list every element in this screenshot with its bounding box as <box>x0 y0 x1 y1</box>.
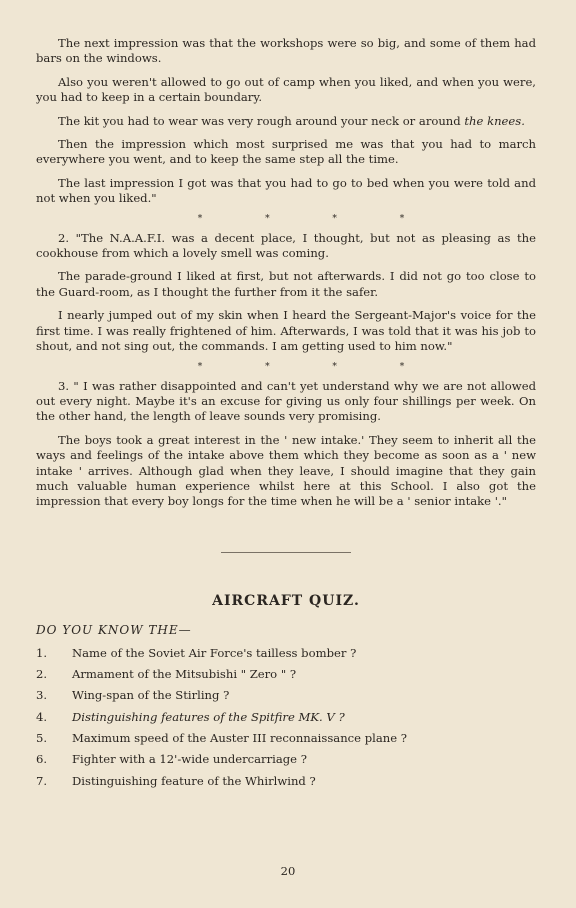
quiz-item-text: Armament of the Mitsubishi " Zero " ? <box>72 667 297 682</box>
paragraph-naafi: 2. "The N.A.A.F.I. was a decent place, I thought, but not as pleasing as the cookhouse from which a lovely smell was coming. <box>36 230 536 261</box>
quiz-item-number: 4. <box>36 709 48 724</box>
quiz-item <box>36 709 536 725</box>
section-divider-stars: * * * * <box>197 361 435 372</box>
quiz-item-text: Distinguishing features of the Spitfire MK. V ? <box>72 709 345 724</box>
quiz-item <box>36 773 536 789</box>
paragraph-parade-ground: The parade-ground I liked at first, but not afterwards. I did not go too close to the Guard-room, as I thought the further from it the safer. <box>36 269 536 299</box>
quiz-item <box>36 666 536 682</box>
quiz-item-text: Wing-span of the Stirling ? <box>72 688 230 703</box>
quiz-item-number: 3. <box>36 688 48 703</box>
quiz-item <box>36 687 536 703</box>
quiz-item-number: 1. <box>36 645 48 660</box>
paragraph-march: Then the impression which most surprised me was that you had to march everywhere you went, and to keep the same step all the time. <box>36 137 536 167</box>
quiz-item-number: 6. <box>36 752 48 767</box>
paragraph-disappointed: 3. " I was rather disappointed and can't yet understand why we are not allowed out every night. Maybe it's an excuse for giving us only four shillings per week. On the other hand, the length of leave sounds very promising. <box>36 378 536 424</box>
quiz-intro: DO YOU KNOW THE— <box>36 622 192 637</box>
quiz-list <box>36 645 536 789</box>
quiz-item-number: 7. <box>36 773 48 788</box>
quiz-title: AIRCRAFT QUIZ. <box>212 592 360 609</box>
quiz-item <box>36 730 536 746</box>
paragraph-kit-tail: the knees. <box>464 113 525 128</box>
paragraph-workshops: The next impression was that the workshops were so big, and some of them had bars on the windows. <box>36 36 536 66</box>
quiz-item-text: Name of the Soviet Air Force's tailless bomber ? <box>72 645 357 660</box>
quiz-item-number: 2. <box>36 667 48 682</box>
quiz-item-text: Fighter with a 12'-wide undercarriage ? <box>72 752 307 767</box>
quiz-item-text: Distinguishing feature of the Whirlwind ? <box>72 773 316 788</box>
page-number: 20 <box>280 864 296 878</box>
paragraph-bedtime: The last impression I got was that you had to go to bed when you were told and not when you liked." <box>36 175 536 206</box>
section-divider-stars: * * * * <box>197 213 435 224</box>
quiz-item-number: 5. <box>36 730 48 745</box>
quiz-item-text: Maximum speed of the Auster III reconnaissance plane ? <box>72 730 407 745</box>
horizontal-rule <box>221 552 351 553</box>
paragraph-kit-main: The kit you had to wear was very rough around your neck or around <box>58 113 461 128</box>
quiz-item <box>36 751 536 767</box>
paragraph-kit <box>36 114 536 129</box>
paragraph-sergeant-major: I nearly jumped out of my skin when I heard the Sergeant-Major's voice for the first time. I was really frightened of him. Afterwards, I was told that it was his job to shout, and not sing out, the commands. I am getting used to him now." <box>36 308 536 354</box>
paragraph-camp-boundary: Also you weren't allowed to go out of camp when you liked, and when you were, you had to keep in a certain boundary. <box>36 74 536 105</box>
paragraph-new-intake: The boys took a great interest in the ' new intake.' They seem to inherit all the ways and feelings of the intake above them which they become as soon as a ' new intake ' arrives. Although glad when they leave, I should imagine that they gain much valuable human experience whilst here at this School. I also got the impression that every boy longs for the time when he will be a ' senior intake '." <box>36 432 536 509</box>
quiz-item <box>36 645 536 661</box>
